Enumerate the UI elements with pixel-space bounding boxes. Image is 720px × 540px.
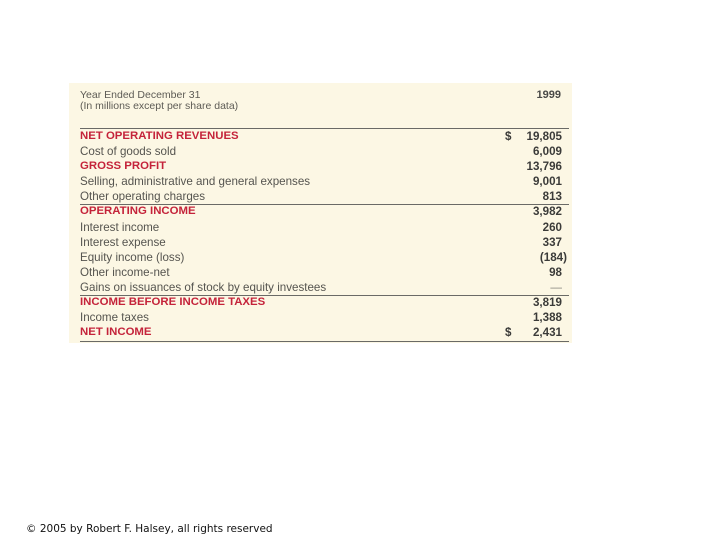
row-value: (184): [539, 250, 567, 264]
row-cost-of-goods-sold: [80, 144, 562, 159]
row-income-before-taxes: [80, 295, 562, 310]
row-label: INCOME BEFORE INCOME TAXES: [80, 296, 266, 309]
currency-symbol: $: [505, 130, 512, 143]
row-interest-income: [80, 220, 562, 235]
row-net-income: [80, 325, 562, 340]
row-value: 6,009: [532, 145, 562, 159]
row-label: Interest expense: [80, 235, 166, 249]
row-gains-on-issuances: [80, 280, 562, 295]
row-value: 19,805: [526, 130, 562, 143]
row-label: Cost of goods sold: [80, 145, 177, 159]
row-label: OPERATING INCOME: [80, 205, 196, 218]
income-statement-panel: [69, 83, 572, 343]
row-value: —: [550, 280, 562, 294]
currency-symbol: $: [505, 326, 512, 340]
row-value: 13,796: [526, 160, 562, 174]
row-value: 3,982: [532, 205, 562, 219]
row-value: 3,819: [532, 296, 562, 310]
statement-year-column: 1999: [536, 89, 561, 101]
row-interest-expense: [80, 235, 562, 250]
row-label: NET INCOME: [80, 326, 152, 339]
row-income-taxes: [80, 310, 562, 325]
row-value: 9,001: [532, 175, 562, 189]
row-value: 98: [549, 265, 562, 279]
row-other-income-net: [80, 265, 562, 280]
row-value: 1,388: [532, 311, 562, 325]
row-net-operating-revenues: [80, 129, 562, 144]
row-value: 260: [542, 220, 562, 234]
row-value: 813: [542, 190, 562, 204]
row-value: 337: [542, 235, 562, 249]
row-label: Selling, administrative and general expenses: [80, 175, 311, 189]
row-label: Gains on issuances of stock by equity investees: [80, 280, 327, 294]
row-gross-profit: [80, 159, 562, 174]
row-other-operating-charges: [80, 189, 562, 204]
statement-header-period: Year Ended December 31: [80, 89, 201, 101]
row-label: Income taxes: [80, 311, 149, 325]
row-label: Interest income: [80, 220, 160, 234]
copyright-footer: © 2005 by Robert F. Halsey, all rights reserved: [26, 523, 273, 535]
row-label: NET OPERATING REVENUES: [80, 130, 239, 142]
row-operating-income: [80, 204, 562, 219]
row-selling-admin-general: [80, 174, 562, 189]
row-label: Other income-net: [80, 265, 170, 279]
statement-rows: [80, 129, 567, 340]
row-label: GROSS PROFIT: [80, 160, 167, 173]
bottom-divider: [80, 341, 569, 342]
row-label: Equity income (loss): [80, 250, 185, 264]
row-value: 2,431: [532, 326, 562, 340]
row-equity-income: [80, 250, 567, 265]
row-label: Other operating charges: [80, 190, 206, 204]
statement-header-units: (In millions except per share data): [80, 100, 239, 112]
